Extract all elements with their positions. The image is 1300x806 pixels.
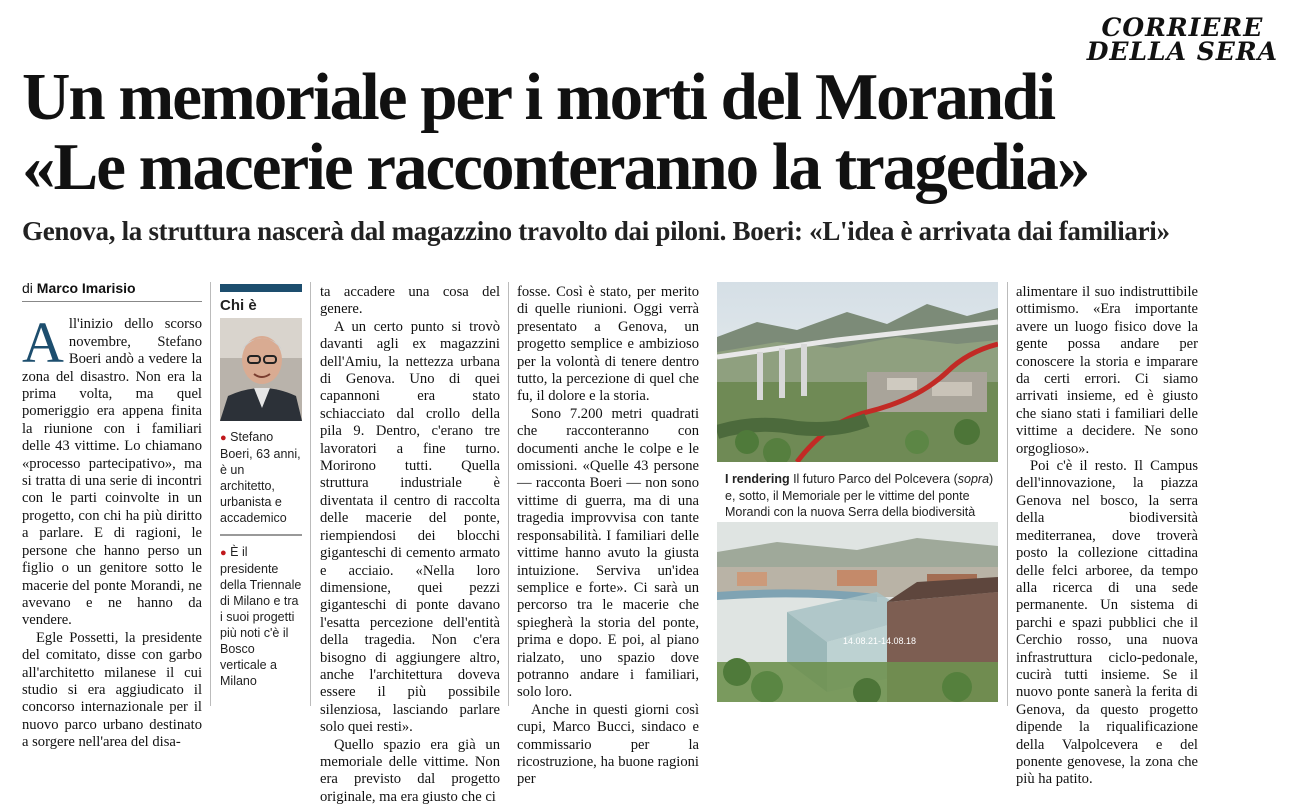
paragraph: fosse. Così è stato, per merito di quelle riunioni. Oggi verrà presentato a Genova, un progetto semplice e ambizioso per la volontà di tenere dentro tutto, la percezione di quel che fu, il dolore e la storia. [517,284,699,405]
headline [22,62,1202,202]
headline-line-2: «Le macerie racconteranno la tragedia» [22,130,1089,204]
headline-line-1: Un memoriale per i morti del Morandi [22,60,1055,134]
paragraph: Sono 7.200 metri quadrati che racconteranno con documenti anche le colpe e le omissioni. «Quelle 43 persone — racconta Boeri — non sono vittime di guerra, ma di una tragedia improvvisa con tante responsabilità. I familiari delle vittime hanno avuto la giusta intuizione. Serviva un'idea semplice e forte». Ci sarà un percorso tra le macerie che spiegherà la storia del ponte, prima e dopo. E poi, al piano rialzato, uno spazio dove potranno andare i familiari, solo loro. [517,405,699,701]
byline: di Marco Imarisio [22,280,202,302]
memorial-rendering-image [717,522,998,702]
column-divider [210,282,211,706]
newspaper-logo: CORRIERE DELLA SERA [1086,13,1278,66]
bullet-dot-icon: ● [220,547,227,559]
sidebar-title: Chi è [220,297,257,314]
portrait-photo [220,318,302,421]
park-rendering-image [717,282,998,462]
paragraph: Poi c'è il resto. Il Campus dell'innovazione, la piazza Genova nel bosco, la serra della biodiversità mediterranea, dove troverà posto la collezione cittadina delle felci arboree, da tempo alla ricerca di una sede permanente. Un sistema di parchi e spazi pubblici che il Cerchio rosso, una nuova infrastruttura ciclo-pedonale, cucirà tutti insieme. Se il nuovo ponte sanerà la ferita di Genova, da questo progetto dipende la riqualificazione della Valpolcevera e del ponente genovese, la zona che più ha patito. [1016,458,1198,788]
image-timestamp: 14.08.21-14.08.18 [843,636,917,646]
article-column-1 [22,280,202,752]
sidebar-accent-bar [220,284,302,292]
paragraph: Egle Possetti, la presidente del comitato, disse con garbo all'architetto milanese il cui studio si era aggiudicato il concorso internazionale per il nuovo parco urbano destinato a sorgere nell'area del disa- [22,629,202,751]
paragraph: alimentare il suo indistruttibile ottimismo. «Era importante avere un luogo fisico dove la gente possa andare per conoscere la storia e imparare da certi errori. Ci siamo arrivati insieme, ed è giusto che siano stati i familiari delle vittime a decidere. Ne sono orgoglioso». [1016,284,1198,457]
sidebar-separator [220,534,302,536]
portrait-image [220,318,302,421]
article-column-4 [1016,284,1198,789]
image-caption: I rendering Il futuro Parco del Polcevera (sopra) e, sotto, il Memoriale per le vittime del ponte Morandi con la nuova Serra della biodiversità [725,472,994,519]
profile-fact: ● Stefano Boeri, 63 anni, è un architetto, urbanista e accademico [220,430,301,525]
drop-cap: A [22,310,64,376]
column-divider [310,282,311,706]
profile-fact: ● È il presidente della Triennale di Milano e tra i suoi progetti più noti c'è il Bosco verticale a Milano [220,545,302,688]
paragraph: A un certo punto si trovò davanti agli ex magazzini dell'Amiu, la nettezza urbana di Genova. Uno di quei capannoni era stato schiacciato dal crollo della pila 9. Dentro, c'erano tre lavoratori a fine turno. Morirono tutti. Quella struttura industriale è diventata il centro di raccolta delle macerie del ponte, riempiendosi dei blocchi giganteschi di cemento armato e acciaio. «Nella loro dimensione, quei pezzi giganteschi di ponte davano l'esatta percezione dell'entità della tragedia. Non c'era bisogno di aggiungere altro, anche l'architettura doveva essere il più possibile silenziosa, lasciando parlare solo quei resti». [320,318,500,736]
profile-sidebar [220,284,302,697]
article-column-2 [320,284,500,806]
author-name: Marco Imarisio [36,280,136,296]
column-divider [508,282,509,706]
paragraph: Anche in questi giorni così cupi, Marco Bucci, sindaco e commissario per la ricostruzione, ha buone ragioni per [517,701,699,788]
paragraph: Quello spazio era già un memoriale delle vittime. Non era previsto dal progetto originale, ma era giusto che ci [320,736,500,805]
article-column-3 [517,284,699,789]
paragraph: ta accadere una cosa del genere. [320,284,500,318]
paragraph: All'inizio dello scorso novembre, Stefano Boeri andò a vedere la zona del disastro. Non era la prima volta, ma quel pomeriggio era appena finita la riunione con i familiari delle 43 vittime. Lo chiamano «processo partecipativo», ma si tratta di una serie di incontri con le parti coinvolte in un progetto, con chi ha più diritto a parlare. E di ragioni, le persone che hanno perso un figlio o un genitore sotto le macerie del ponte Morandi, ne avevano e ne hanno da vendere. [22,310,202,629]
subheadline: Genova, la struttura nascerà dal magazzino travolto dai piloni. Boeri: «L'idea è arrivata dai familiari» [22,216,1170,246]
column-divider [1007,282,1008,706]
bullet-dot-icon: ● [220,432,227,444]
